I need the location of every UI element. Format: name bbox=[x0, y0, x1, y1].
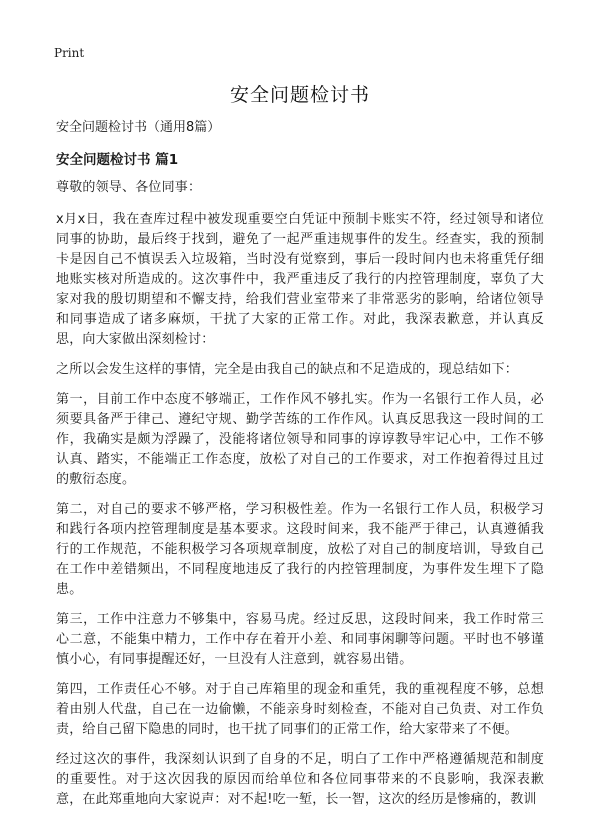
paragraph-6: 第四，工作责任心不够。对于自己库箱里的现金和重凭，我的重视程度不够，总想着由别人代盘，自己在一边偷懒，不能亲身时刻检查，不能对自己负责、对工作负责，给自己留下隐患的同时，也干扰了同事们的正常工作，给大家带来了不便。 bbox=[56, 682, 544, 737]
print-label: Print bbox=[54, 46, 85, 60]
paragraph-4: 第二，对自己的要求不够严格，学习积极性差。作为一名银行工作人员，积极学习和践行各项内控管理制度是基本要求。这段时间来，我不能严于律己，认真遵循我行的工作规范，不能积极学习各项规章制度，放松了对自己的制度培训，导致自己在工作中差错频出，不同程度地违反了我行的内控管理制度，为事件发生埋下了隐患。 bbox=[56, 502, 544, 597]
document-body bbox=[56, 118, 544, 820]
document-title: 安全问题检讨书 bbox=[229, 84, 370, 106]
section-heading: 安全问题检讨书 篇1 bbox=[56, 152, 179, 168]
paragraph-7: 经过这次的事件，我深刻认识到了自身的不足，明白了工作中严格遵循规范和制度的重要性。对于这次因我的原因而给单位和各位同事带来的不良影响，我深表歉意，在此郑重地向大家说声：对不起!吃一堑，长一智，这次的经历是惨痛的，教训 bbox=[56, 752, 544, 807]
paragraph-3: 第一，目前工作中态度不够端正，工作作风不够扎实。作为一名银行工作人员，必须要具备严于律己、遵纪守规、勤学苦练的工作作风。认真反思我这一段时间的工作，我确实是颇为浮躁了，没能将诸位领导和同事的谆谆教导牢记心中，工作不够认真、踏实，不能端正工作态度，放松了对自己的工作要求，对工作抱着得过且过的敷衍态度。 bbox=[56, 392, 544, 487]
document-subtitle: 安全问题检讨书（通用8篇） bbox=[56, 120, 221, 135]
paragraph-2: 之所以会发生这样的事情，完全是由我自己的缺点和不足造成的，现总结如下： bbox=[56, 362, 519, 377]
paragraph-5: 第三，工作中注意力不够集中，容易马虎。经过反思，这段时间来，我工作时常三心二意，不能集中精力，工作中存在着开小差、和同事闲聊等问题。平时也不够谨慎小心，有同事提醒还好，一旦没有人注意到，就容易出错。 bbox=[56, 612, 544, 667]
salutation: 尊敬的领导、各位同事： bbox=[56, 180, 202, 195]
paragraph-1: x月x日，我在查库过程中被发现重要空白凭证中预制卡账实不符，经过领导和诸位同事的协助，最后终于找到，避免了一起严重违规事件的发生。经查实，我的预制卡是因自己不慎误丢入垃圾箱，当时没有觉察到，事后一段时间内也未将重凭仔细地账实核对所造成的。这次事件中，我严重违反了我行的内控管理制度，辜负了大家对我的殷切期望和不懈支持，给我们营业室带来了非常恶劣的影响，给诸位领导和同事造成了诸多麻烦，干扰了大家的正常工作。对此，我深表歉意，并认真反思，向大家做出深刻检讨： bbox=[56, 212, 544, 347]
